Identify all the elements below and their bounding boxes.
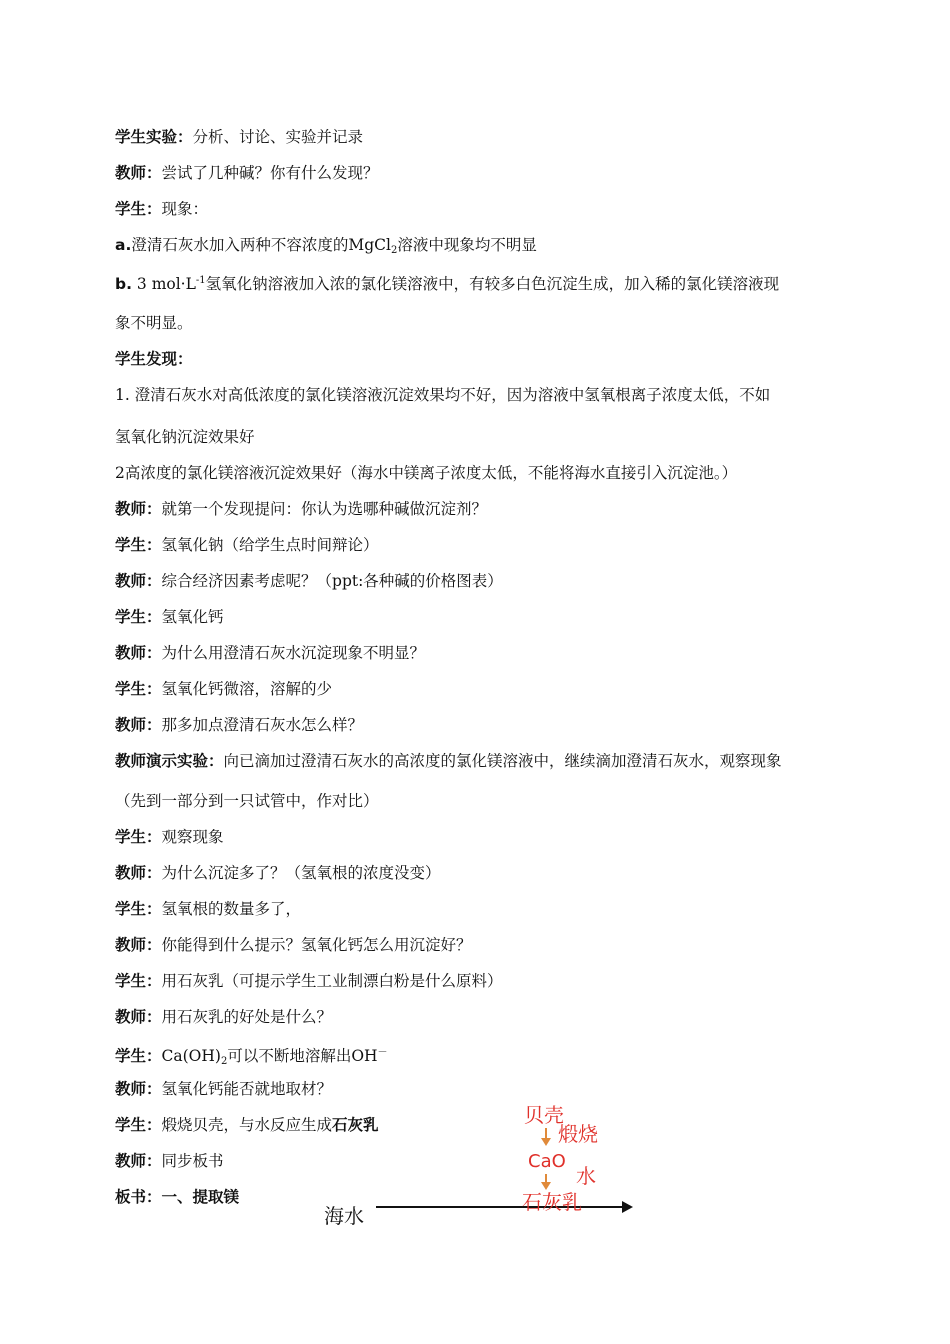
line-text: （先到一部分到一只试管中，作对比） <box>115 792 379 810</box>
line-teacher-demo-cont <box>115 791 845 811</box>
superscript: -1 <box>195 275 206 286</box>
line-text: 氢氧化钙能否就地取材？ <box>161 1080 333 1098</box>
line-text: 同步板书 <box>161 1152 224 1170</box>
line-text: 象不明显。 <box>115 314 193 332</box>
line-teacher <box>115 1007 845 1027</box>
line-finding-2 <box>115 463 845 483</box>
line-finding-1 <box>115 385 845 405</box>
line-text: 向已滴加过澄清石灰水的高浓度的氯化镁溶液中，继续滴加澄清石灰水，观察现象 <box>223 752 782 770</box>
line-text: 用石灰乳（可提示学生工业制漂白粉是什么原料） <box>161 972 503 990</box>
line-teacher <box>115 935 845 955</box>
line-finding-1-cont <box>115 427 845 447</box>
speaker-label: 学生： <box>115 536 162 554</box>
speaker-label: 教师： <box>115 1008 162 1026</box>
line-text: 可以不断地溶解出OH <box>227 1047 378 1065</box>
line-text: 分析、讨论、实验并记录 <box>192 128 364 146</box>
speaker-label: 板书： <box>115 1188 162 1206</box>
section-heading: 一、提取镁 <box>161 1188 240 1206</box>
line-teacher <box>115 1151 845 1171</box>
shell-label: 贝壳 <box>524 1103 564 1127</box>
chem-formula: MgCl <box>348 236 391 254</box>
line-teacher-demo <box>115 751 845 771</box>
speaker-label: 教师： <box>115 644 162 662</box>
line-teacher <box>115 643 845 663</box>
speaker-label: 学生： <box>115 1116 162 1134</box>
line-text: 就第一个发现提问：你认为选哪种碱做沉淀剂？ <box>161 500 488 518</box>
line-text: 氢氧根的数量多了， <box>161 900 302 918</box>
speaker-label: 学生： <box>115 680 162 698</box>
line-text: 观察现象 <box>161 828 224 846</box>
line-teacher <box>115 715 845 735</box>
lime-milk-label: 石灰乳 <box>522 1190 582 1214</box>
line-text: 综合经济因素考虑呢？（ppt:各种碱的价格图表） <box>161 572 503 590</box>
line-board <box>115 1187 845 1207</box>
line-student-experiment <box>115 127 845 147</box>
line-text: 氢氧化钙 <box>161 608 224 626</box>
speaker-label: 教师： <box>115 864 162 882</box>
line-student <box>115 607 845 627</box>
subscript: 2 <box>220 1056 228 1067</box>
line-text: 尝试了几种碱？你有什么发现？ <box>161 164 379 182</box>
speaker-label: 学生： <box>115 900 162 918</box>
item-prefix: b. <box>115 275 132 293</box>
chem-formula: Ca(OH) <box>161 1047 221 1065</box>
line-text: 3 mol·L <box>131 275 196 293</box>
seawater-label: 海水 <box>324 1204 364 1228</box>
cao-label: CaO <box>528 1151 566 1172</box>
line-text: 澄清石灰水加入两种不容浓度的 <box>131 236 349 254</box>
line-text: 为什么沉淀多了？（氢氧根的浓度没变） <box>161 864 441 882</box>
line-student <box>115 971 845 991</box>
line-text: 氢氧化钠溶液加入浓的氯化镁溶液中，有较多白色沉淀生成，加入稀的氯化镁溶液现 <box>205 275 780 293</box>
line-text: 那多加点澄清石灰水怎么样？ <box>161 716 364 734</box>
line-observation-a <box>115 235 845 261</box>
speaker-label: 教师： <box>115 164 162 182</box>
line-text: 氢氧化钙微溶，溶解的少 <box>161 680 333 698</box>
line-text: 2高浓度的氯化镁溶液沉淀效果好（海水中镁离子浓度太低，不能将海水直接引入沉淀池。） <box>115 464 738 482</box>
item-prefix: a. <box>115 236 132 254</box>
line-teacher <box>115 1079 845 1099</box>
line-student <box>115 535 845 555</box>
line-student <box>115 899 845 919</box>
water-label: 水 <box>576 1164 596 1188</box>
main-arrow-head <box>622 1201 633 1213</box>
speaker-label: 学生： <box>115 1047 162 1065</box>
line-text: 氢氧化钠（给学生点时间辩论） <box>161 536 379 554</box>
speaker-label: 教师： <box>115 936 162 954</box>
line-teacher <box>115 163 845 183</box>
line-teacher <box>115 571 845 591</box>
line-student <box>115 1043 845 1072</box>
line-text: 1. 澄清石灰水对高低浓度的氯化镁溶液沉淀效果均不好，因为溶液中氢氧根离子浓度太低，不如 <box>115 386 771 404</box>
superscript: － <box>377 1047 388 1058</box>
arrow-head <box>541 1138 551 1146</box>
speaker-label: 学生： <box>115 972 162 990</box>
speaker-label: 教师： <box>115 716 162 734</box>
line-student <box>115 679 845 699</box>
line-text: 溶液中现象均不明显 <box>397 236 537 254</box>
line-text: 为什么用澄清石灰水沉淀现象不明显？ <box>161 644 426 662</box>
speaker-label: 学生实验： <box>115 128 193 146</box>
arrow-head <box>541 1182 551 1190</box>
speaker-label: 教师： <box>115 1080 162 1098</box>
line-text: 你能得到什么提示？氢氧化钙怎么用沉淀好？ <box>161 936 472 954</box>
line-text: 煅烧贝壳，与水反应生成 <box>161 1116 333 1134</box>
main-arrow-line <box>376 1206 622 1208</box>
bold-term: 石灰乳 <box>332 1116 379 1134</box>
line-text: 用石灰乳的好处是什么？ <box>161 1008 333 1026</box>
speaker-label: 教师： <box>115 1152 162 1170</box>
line-observation-b <box>115 271 845 294</box>
speaker-label: 学生发现： <box>115 350 193 368</box>
speaker-label: 学生： <box>115 200 162 218</box>
line-student <box>115 199 845 219</box>
speaker-label: 教师： <box>115 572 162 590</box>
subscript: 2 <box>391 245 398 256</box>
speaker-label: 教师： <box>115 500 162 518</box>
speaker-label: 学生： <box>115 608 162 626</box>
line-teacher <box>115 863 845 883</box>
speaker-label: 学生： <box>115 828 162 846</box>
line-teacher <box>115 499 845 519</box>
calcine-label: 煅烧 <box>558 1122 598 1146</box>
speaker-label: 教师演示实验： <box>115 752 224 770</box>
line-student <box>115 1115 845 1135</box>
line-text: 现象： <box>161 200 209 218</box>
line-text: 氢氧化钠沉淀效果好 <box>115 428 255 446</box>
line-student-findings <box>115 349 845 369</box>
line-observation-b-cont <box>115 313 845 333</box>
line-student <box>115 827 845 847</box>
